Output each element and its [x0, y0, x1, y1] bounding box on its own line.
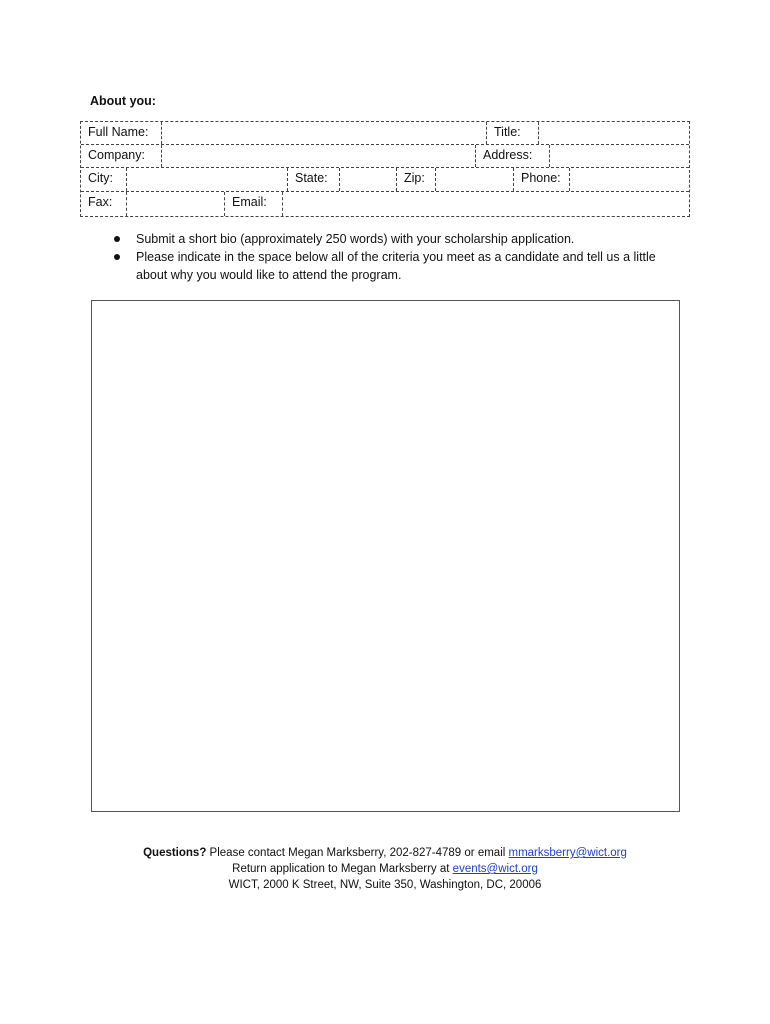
- company-cell[interactable]: [162, 145, 476, 167]
- address-input[interactable]: [551, 146, 688, 166]
- questions-text: Please contact Megan Marksberry, 202-827-4789 or email: [206, 847, 509, 859]
- form-row-fax: [81, 192, 689, 216]
- footer-return-line: [0, 861, 770, 877]
- phone-label: Phone:: [521, 171, 561, 185]
- address-label-cell: [476, 145, 550, 167]
- email-label: Email:: [232, 195, 267, 209]
- title-cell[interactable]: [539, 122, 689, 144]
- bullet-icon: [114, 254, 120, 260]
- fax-input[interactable]: [128, 193, 223, 215]
- contact-info-table: [80, 121, 690, 217]
- address-label: Address:: [483, 148, 533, 162]
- fax-label-cell: [81, 192, 127, 216]
- email-input[interactable]: [284, 193, 688, 215]
- email-cell[interactable]: [283, 192, 689, 216]
- state-input[interactable]: [341, 169, 395, 190]
- city-label: City:: [88, 171, 113, 185]
- section-heading: About you:: [90, 94, 156, 108]
- form-row-city: [81, 168, 689, 192]
- phone-label-cell: [514, 168, 570, 191]
- fax-cell[interactable]: [127, 192, 225, 216]
- full-name-input[interactable]: [163, 123, 485, 143]
- footer-contact: [0, 845, 770, 893]
- company-label-cell: [81, 145, 162, 167]
- full-name-cell[interactable]: [162, 122, 487, 144]
- fax-label: Fax:: [88, 195, 113, 209]
- contact-email-link[interactable]: mmarksberry@wict.org: [508, 847, 627, 859]
- phone-cell[interactable]: [570, 168, 689, 191]
- state-label-cell: [288, 168, 340, 191]
- email-label-cell: [225, 192, 283, 216]
- instructions-list: [112, 230, 682, 284]
- questions-label: Questions?: [143, 847, 207, 859]
- city-input[interactable]: [128, 169, 286, 190]
- form-row-company: [81, 145, 689, 168]
- return-email-link[interactable]: events@wict.org: [452, 863, 538, 875]
- bio-textarea[interactable]: [92, 301, 679, 811]
- full-name-label-cell: [81, 122, 162, 144]
- bio-response-box[interactable]: [91, 300, 680, 812]
- city-cell[interactable]: [127, 168, 288, 191]
- state-cell[interactable]: [340, 168, 397, 191]
- title-label-cell: [487, 122, 539, 144]
- company-label: Company:: [88, 148, 145, 162]
- city-label-cell: [81, 168, 127, 191]
- zip-input[interactable]: [437, 169, 512, 190]
- state-label: State:: [295, 171, 328, 185]
- address-cell[interactable]: [550, 145, 689, 167]
- phone-input[interactable]: [571, 169, 688, 190]
- full-name-label: Full Name:: [88, 125, 149, 139]
- bullet-icon: [114, 236, 120, 242]
- form-row-name: [81, 122, 689, 145]
- return-text: Return application to Megan Marksberry at: [232, 863, 453, 875]
- footer-questions-line: [0, 845, 770, 861]
- instruction-text: Submit a short bio (approximately 250 words) with your scholarship application.: [136, 232, 575, 246]
- zip-label: Zip:: [404, 171, 425, 185]
- instruction-item: [112, 248, 682, 284]
- footer-address-line: WICT, 2000 K Street, NW, Suite 350, Washington, DC, 20006: [228, 879, 542, 891]
- title-input[interactable]: [540, 123, 688, 143]
- zip-label-cell: [397, 168, 436, 191]
- instruction-item: [112, 230, 682, 248]
- instruction-text: Please indicate in the space below all of the criteria you meet as a candidate and tell us a little about why you would like to attend the program.: [136, 250, 656, 282]
- company-input[interactable]: [163, 146, 474, 166]
- title-label: Title:: [494, 125, 521, 139]
- zip-cell[interactable]: [436, 168, 514, 191]
